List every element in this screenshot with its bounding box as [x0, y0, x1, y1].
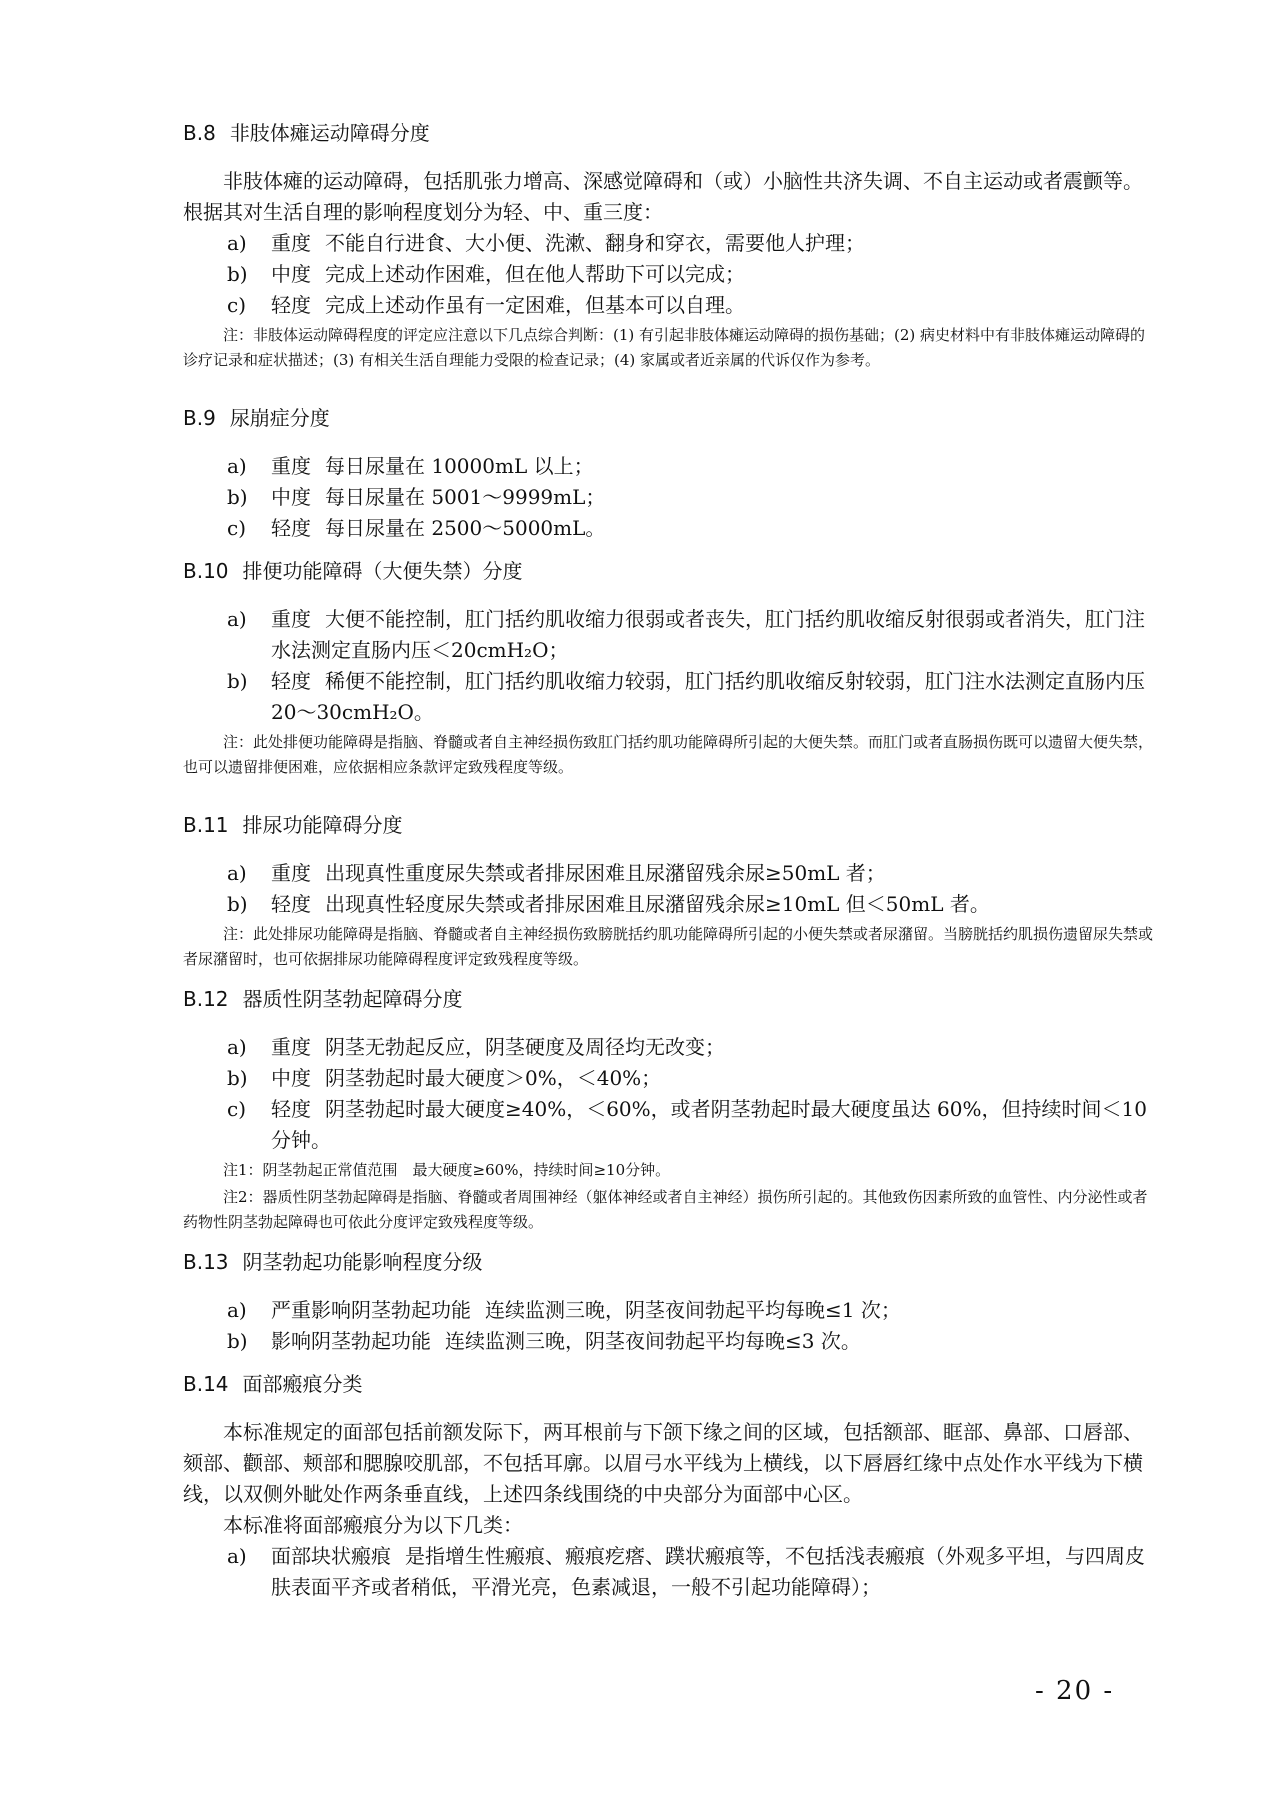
section-b12	[183, 984, 1153, 1235]
item-label: c)	[227, 516, 247, 540]
section-heading	[183, 403, 1153, 433]
item-label: c)	[227, 293, 247, 317]
item-term: 轻度	[271, 516, 311, 540]
item-term: 面部块状瘢痕	[271, 1544, 391, 1568]
item-term: 重度	[271, 231, 311, 255]
section-title: 器质性阴茎勃起障碍分度	[242, 987, 463, 1011]
item-label: b)	[227, 485, 248, 509]
item-label: a)	[227, 1544, 247, 1568]
section-number: B.11	[183, 813, 229, 837]
section-heading	[183, 1247, 1153, 1277]
section-number: B.13	[183, 1250, 229, 1274]
item-text: 稀便不能控制，肛门括约肌收缩力较弱，肛门括约肌收缩反射较弱，肛门注水法测定直肠内压 20～30cmH₂O。	[271, 669, 1145, 724]
note: 注1：阴茎勃起正常值范围 最大硬度≥60%，持续时间≥10分钟。	[223, 1161, 671, 1179]
page-number: - 20 -	[1035, 1676, 1115, 1706]
item-text: 是指增生性瘢痕、瘢痕疙瘩、蹼状瘢痕等，不包括浅表瘢痕（外观多平坦，与四周皮肤表面平齐或者稍低，平滑光亮，色素减退，一般不引起功能障碍）；	[271, 1544, 1145, 1599]
item-text: 每日尿量在 10000mL 以上；	[325, 454, 594, 478]
paragraph: 非肢体瘫的运动障碍，包括肌张力增高、深感觉障碍和（或）小脑性共济失调、不自主运动或者震颤等。根据其对生活自理的影响程度划分为轻、中、重三度：	[183, 169, 1143, 224]
item-term: 轻度	[271, 293, 311, 317]
item-text: 完成上述动作困难，但在他人帮助下可以完成；	[325, 262, 745, 286]
item-text: 连续监测三晚，阴茎夜间勃起平均每晚≤1 次；	[485, 1298, 901, 1322]
section-title: 排尿功能障碍分度	[242, 813, 403, 837]
item-term: 影响阴茎勃起功能	[271, 1329, 431, 1353]
list-item	[183, 259, 1153, 290]
item-label: b)	[227, 262, 248, 286]
list-item	[183, 1295, 1153, 1326]
item-term: 中度	[271, 262, 311, 286]
item-text: 出现真性重度尿失禁或者排尿困难且尿潴留残余尿≥50mL 者；	[325, 861, 886, 885]
item-label: a)	[227, 1298, 247, 1322]
item-text: 阴茎勃起时最大硬度≥40%，＜60%，或者阴茎勃起时最大硬度虽达 60%，但持续时间＜10 分钟。	[271, 1097, 1147, 1152]
section-heading	[183, 984, 1153, 1014]
section-title: 尿崩症分度	[229, 406, 330, 430]
item-term: 轻度	[271, 669, 311, 693]
section-number: B.10	[183, 559, 229, 583]
item-term: 严重影响阴茎勃起功能	[271, 1298, 471, 1322]
list-item	[183, 666, 1153, 728]
section-b10	[183, 556, 1153, 780]
section-number: B.8	[183, 121, 216, 145]
section-title: 面部瘢痕分类	[242, 1372, 363, 1396]
item-label: a)	[227, 231, 247, 255]
item-text: 不能自行进食、大小便、洗漱、翻身和穿衣，需要他人护理；	[325, 231, 865, 255]
section-number: B.9	[183, 406, 216, 430]
section-number: B.14	[183, 1372, 229, 1396]
item-label: a)	[227, 607, 247, 631]
item-term: 中度	[271, 1066, 311, 1090]
item-term: 重度	[271, 861, 311, 885]
item-label: a)	[227, 861, 247, 885]
item-label: b)	[227, 1329, 248, 1353]
note: 注：此处排便功能障碍是指脑、脊髓或者自主神经损伤致肛门括约肌功能障碍所引起的大便失禁。而肛门或者直肠损伤既可以遗留大便失禁，也可以遗留排便困难，应依据相应条款评定致残程度等级。	[183, 733, 1154, 776]
item-term: 轻度	[271, 892, 311, 916]
item-label: b)	[227, 892, 248, 916]
list-item	[183, 604, 1153, 666]
section-heading	[183, 810, 1153, 840]
list-item	[183, 858, 1153, 889]
section-b14	[183, 1369, 1153, 1603]
section-number: B.12	[183, 987, 229, 1011]
item-list	[183, 1541, 1153, 1603]
item-term: 轻度	[271, 1097, 311, 1121]
section-title: 阴茎勃起功能影响程度分级	[242, 1250, 483, 1274]
item-text: 出现真性轻度尿失禁或者排尿困难且尿潴留残余尿≥10mL 但＜50mL 者。	[325, 892, 990, 916]
item-list	[183, 1032, 1153, 1156]
item-term: 重度	[271, 607, 311, 631]
paragraph: 本标准规定的面部包括前额发际下，两耳根前与下颌下缘之间的区域，包括额部、眶部、鼻部、口唇部、颏部、颧部、颊部和腮腺咬肌部，不包括耳廓。以眉弓水平线为上横线，以下唇唇红缘中点处作水平线为下横线，以双侧外眦处作两条垂直线，上述四条线围绕的中央部分为面部中心区。	[183, 1420, 1143, 1506]
note: 注2：器质性阴茎勃起障碍是指脑、脊髓或者周围神经（躯体神经或者自主神经）损伤所引起的。其他致伤因素所致的血管性、内分泌性或者药物性阴茎勃起障碍也可依此分度评定致残程度等级。	[183, 1188, 1148, 1231]
page-content	[183, 118, 1153, 1603]
list-item	[183, 1094, 1153, 1156]
list-item	[183, 290, 1153, 321]
section-title: 排便功能障碍（大便失禁）分度	[242, 559, 523, 583]
section-title: 非肢体瘫运动障碍分度	[229, 121, 430, 145]
paragraph: 本标准将面部瘢痕分为以下几类：	[223, 1513, 523, 1537]
item-label: a)	[227, 1035, 247, 1059]
item-text: 每日尿量在 2500～5000mL。	[325, 516, 606, 540]
item-text: 连续监测三晚，阴茎夜间勃起平均每晚≤3 次。	[445, 1329, 861, 1353]
list-item	[183, 1326, 1153, 1357]
item-label: c)	[227, 1097, 247, 1121]
section-heading	[183, 1369, 1153, 1399]
note: 注：此处排尿功能障碍是指脑、脊髓或者自主神经损伤致膀胱括约肌功能障碍所引起的小便失禁或者尿潴留。当膀胱括约肌损伤遗留尿失禁或者尿潴留时，也可依据排尿功能障碍程度评定致残程度等级。	[183, 925, 1154, 968]
item-label: b)	[227, 1066, 248, 1090]
section-b13	[183, 1247, 1153, 1357]
item-list	[183, 228, 1153, 321]
note: 注：非肢体运动障碍程度的评定应注意以下几点综合判断：(1) 有引起非肢体瘫运动障碍的损伤基础；(2) 病史材料中有非肢体瘫运动障碍的诊疗记录和症状描述；(3) 有相关生活自理能力受限的检查记录；(4) 家属或者近亲属的代诉仅作为参考。	[183, 326, 1146, 369]
item-list	[183, 451, 1153, 544]
section-b8	[183, 118, 1153, 373]
section-b9	[183, 403, 1153, 544]
item-text: 阴茎勃起时最大硬度＞0%，＜40%；	[325, 1066, 662, 1090]
item-list	[183, 1295, 1153, 1357]
list-item	[183, 1032, 1153, 1063]
list-item	[183, 513, 1153, 544]
list-item	[183, 482, 1153, 513]
item-list	[183, 858, 1153, 920]
list-item	[183, 1063, 1153, 1094]
item-text: 阴茎无勃起反应，阴茎硬度及周径均无改变；	[325, 1035, 725, 1059]
list-item	[183, 1541, 1153, 1603]
item-text: 完成上述动作虽有一定困难，但基本可以自理。	[325, 293, 745, 317]
item-term: 中度	[271, 485, 311, 509]
list-item	[183, 889, 1153, 920]
item-text: 大便不能控制，肛门括约肌收缩力很弱或者丧失，肛门括约肌收缩反射很弱或者消失，肛门注水法测定直肠内压＜20cmH₂O；	[271, 607, 1145, 662]
section-heading	[183, 556, 1153, 586]
section-b11	[183, 810, 1153, 972]
item-text: 每日尿量在 5001～9999mL；	[325, 485, 606, 509]
list-item	[183, 228, 1153, 259]
list-item	[183, 451, 1153, 482]
item-label: a)	[227, 454, 247, 478]
item-term: 重度	[271, 1035, 311, 1059]
item-list	[183, 604, 1153, 728]
section-heading	[183, 118, 1153, 148]
item-term: 重度	[271, 454, 311, 478]
item-label: b)	[227, 669, 248, 693]
